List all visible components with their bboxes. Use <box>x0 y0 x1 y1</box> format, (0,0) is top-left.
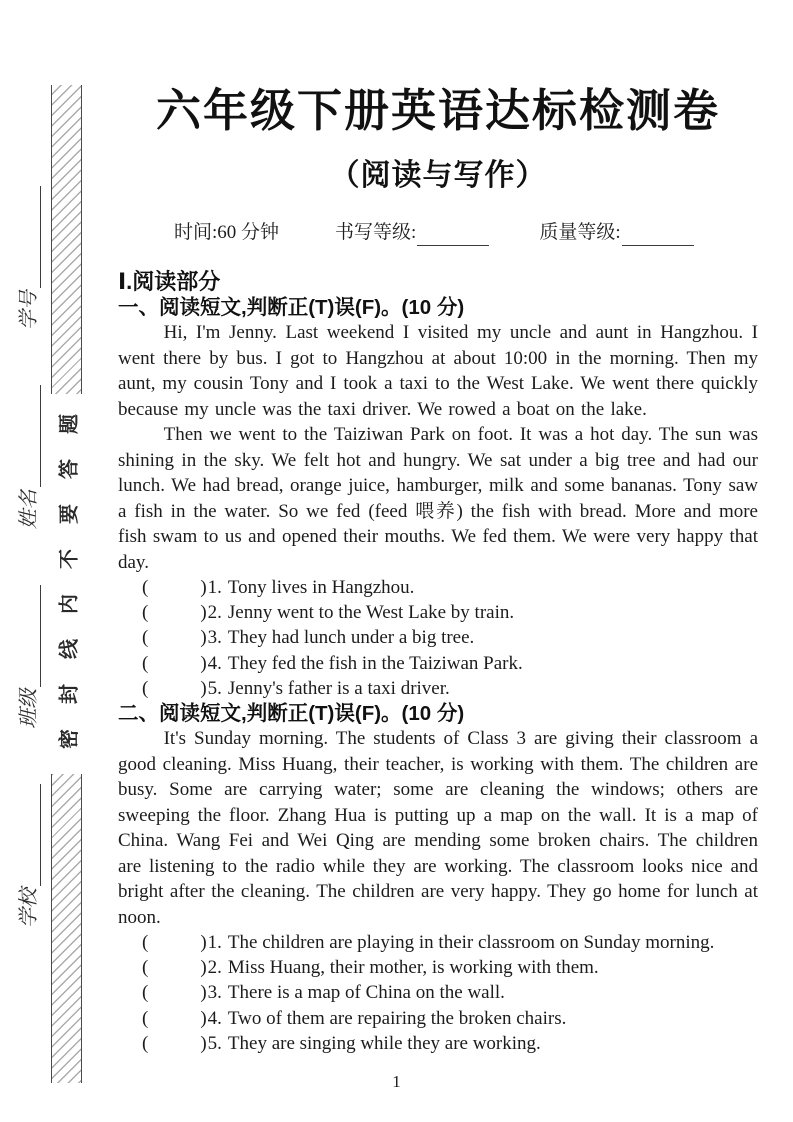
field-label-school: 学校 <box>18 888 40 928</box>
answer-paren-close: ) <box>200 677 207 699</box>
question-number: 2. <box>207 957 222 979</box>
passage-2-paragraph-1: It's Sunday morning. The students of Class 3 are giving their classroom a good cleaning. Miss Huang, their teacher, is working with them. The children are busy. Some are carrying water; some are cleaning the windows; others are sweeping the floor. Zhang Hua is putting up a map on the wall. It is a map of China. Wang Fei and Wei Qing are mending some broken chairs. The children are listening to the radio while they are working. The classroom looks nice and bright after the cleaning. The children are very happy. They go home for lunch at noon. <box>118 728 758 928</box>
question-number: 4. <box>207 1007 222 1029</box>
question-text: Miss Huang, their mother, is working with them. <box>227 957 599 979</box>
writing-grade-blank <box>417 241 489 246</box>
passage-1-paragraph-2: Then we went to the Taiziwan Park on foot. It was a hot day. The sun was shining in the sky. We felt hot and hungry. We sat under a big tree and had our lunch. We had bread, orange juice, hamburger, milk and some bananas. Tony saw a fish in the water. So we fed (feed 喂养) the fish with bread. More and more fish swam to us and opened their mouths. We fed them. We were very happy that day. <box>118 424 758 573</box>
answer-paren-close: ) <box>200 602 207 624</box>
passage-1-paragraph-1: Hi, I'm Jenny. Last weekend I visited my uncle and aunt in Hangzhou. I went there by bus. I got to Hangzhou at about 10:00 in the morning. Then my aunt, my cousin Tony and I took a taxi to the West Lake. We went there quickly because my uncle was the taxi driver. We rowed a boat on the lake. <box>118 322 758 420</box>
question-text: Two of them are repairing the broken chairs. <box>227 1007 567 1029</box>
time-limit <box>174 220 279 246</box>
answer-paren-open: ( <box>142 602 149 624</box>
tf-question <box>142 575 758 600</box>
exercise-1-questions <box>142 575 758 701</box>
meta-row <box>118 220 758 246</box>
answer-paren-close: ) <box>200 982 207 1004</box>
exercise-2-heading: 二、阅读短文,判断正(T)误(F)。(10 分) <box>118 702 465 726</box>
answer-paren-open: ( <box>142 982 149 1004</box>
field-label-class: 班级 <box>18 688 40 729</box>
field-blank-name <box>36 385 41 487</box>
answer-paren-open: ( <box>142 677 149 699</box>
question-text: Tony lives in Hangzhou. <box>227 577 415 598</box>
quality-grade <box>539 220 693 246</box>
page-subtitle: （阅读与写作） <box>329 159 547 192</box>
field-class <box>12 585 41 729</box>
answer-paren-open: ( <box>142 932 149 954</box>
tf-question <box>142 1031 758 1056</box>
student-info-fields <box>15 186 41 928</box>
seal-line-text: 密封线内不要答题 <box>46 394 87 774</box>
time-limit-label: 时间:60 分钟 <box>174 222 280 243</box>
tf-question <box>142 625 758 650</box>
question-text: Jenny went to the West Lake by train. <box>227 602 515 624</box>
answer-paren-open: ( <box>142 1032 149 1054</box>
answer-paren-open: ( <box>142 627 149 649</box>
answer-paren-open: ( <box>142 652 149 674</box>
exam-content <box>118 0 758 1056</box>
question-number: 1. <box>207 932 222 954</box>
field-student-number <box>12 186 41 330</box>
question-number: 3. <box>207 627 222 649</box>
answer-paren-close: ) <box>200 652 207 674</box>
question-number: 4. <box>207 652 222 674</box>
page-number: 1 <box>392 1072 401 1091</box>
quality-grade-blank <box>622 241 694 246</box>
exercise-1-heading: 一、阅读短文,判断正(T)误(F)。(10 分) <box>118 296 465 319</box>
question-text: They fed the fish in the Taiziwan Park. <box>227 652 523 674</box>
exercise-2-questions <box>142 930 758 1056</box>
seal-line-band <box>51 85 82 1083</box>
field-label-student-number: 学号 <box>18 290 40 331</box>
writing-grade-label: 书写等级: <box>335 222 417 243</box>
tf-question <box>142 980 758 1005</box>
answer-paren-open: ( <box>142 957 149 979</box>
writing-grade <box>335 220 489 246</box>
question-text: The children are playing in their classroom on Sunday morning. <box>227 932 715 954</box>
answer-paren-open: ( <box>142 577 149 598</box>
field-name <box>12 385 41 529</box>
tf-question <box>142 676 758 701</box>
answer-paren-close: ) <box>200 1032 207 1054</box>
question-number: 2. <box>207 602 222 624</box>
quality-grade-label: 质量等级: <box>539 222 621 243</box>
tf-question <box>142 600 758 625</box>
answer-paren-close: ) <box>200 957 207 979</box>
field-blank-school <box>36 784 41 886</box>
question-text: They are singing while they are working. <box>227 1032 541 1054</box>
question-number: 3. <box>207 982 222 1004</box>
page-title: 六年级下册英语达标检测卷 <box>155 85 720 136</box>
tf-question <box>142 1006 758 1031</box>
field-school <box>12 784 41 928</box>
question-text: Jenny's father is a taxi driver. <box>227 677 450 699</box>
answer-paren-open: ( <box>142 1007 149 1029</box>
answer-paren-close: ) <box>200 577 207 598</box>
question-text: There is a map of China on the wall. <box>227 982 505 1004</box>
field-blank-student-number <box>36 186 41 288</box>
field-blank-class <box>36 585 41 687</box>
question-number: 1. <box>207 577 222 598</box>
tf-question <box>142 930 758 955</box>
question-text: They had lunch under a big tree. <box>227 627 475 649</box>
answer-paren-close: ) <box>200 932 207 954</box>
section-1-title: Ⅰ.阅读部分 <box>118 269 221 294</box>
answer-paren-close: ) <box>200 1007 207 1029</box>
field-label-name: 姓名 <box>18 489 40 530</box>
question-number: 5. <box>207 677 222 699</box>
question-number: 5. <box>207 1032 222 1054</box>
tf-question <box>142 955 758 980</box>
answer-paren-close: ) <box>200 627 207 649</box>
tf-question <box>142 651 758 676</box>
